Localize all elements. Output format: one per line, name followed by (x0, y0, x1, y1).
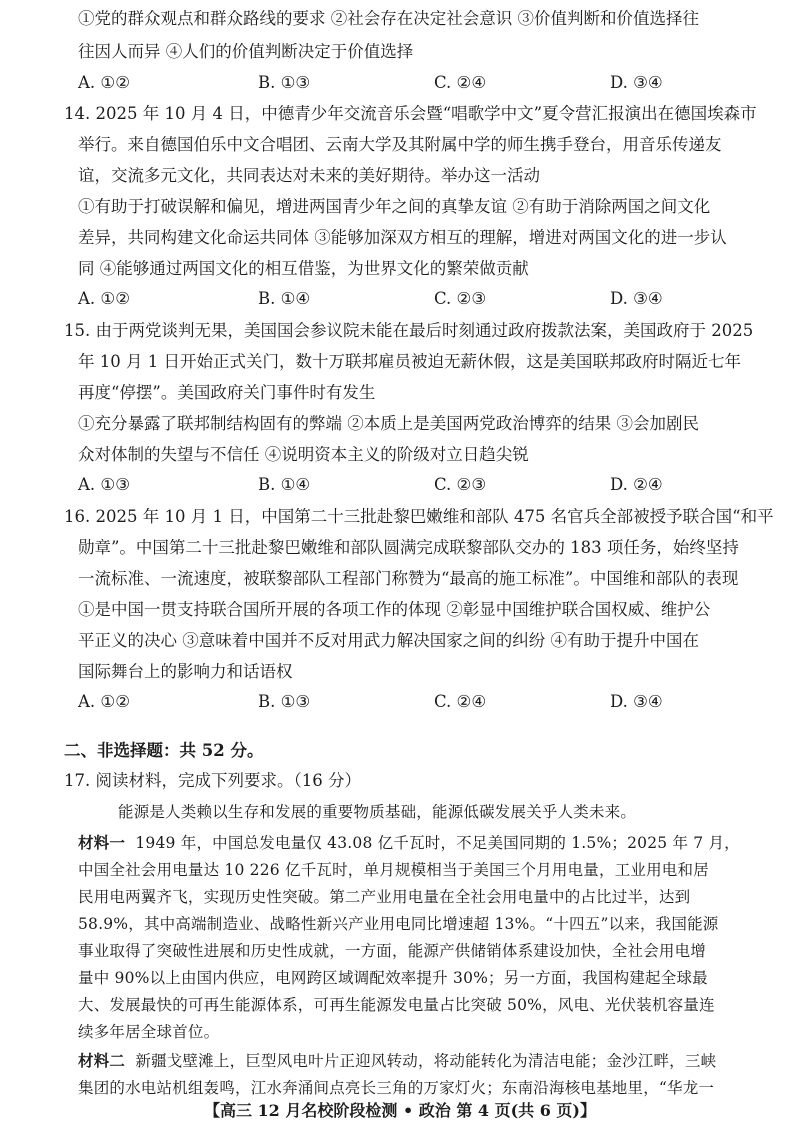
q14-line-5: 差异，共同构建文化命运共同体 ③能够加深双方相互的理解，增进对两国文化的进一步认 (78, 228, 727, 247)
q15-option-b: B. ①④ (258, 475, 311, 494)
material-1-line-1: 1949 年，中国总发电量仅 43.08 亿千瓦时，不足美国同期的 1.5%；2025 年 7 月， (135, 834, 740, 852)
q13-option-a: A. ①② (78, 73, 130, 92)
q13-option-b: B. ①③ (258, 73, 311, 92)
material-1-line-3: 民用电两翼齐飞，实现历史性突破。第二产业用电量在全社会用电量中的占比过半，达到 (78, 888, 691, 906)
q16-option-b: B. ①③ (258, 692, 311, 711)
q13-option-d: D. ③④ (610, 73, 663, 92)
material-1-line-5: 事业取得了突破性进展和历史性成就，一方面，能源产供储销体系建设加快，全社会用电增 (78, 942, 707, 960)
q13-line-2: 往因人而异 ④人们的价值判断决定于价值选择 (78, 42, 414, 61)
material-1-line-4: 58.9%，其中高端制造业、战略性新兴产业用电同比增速超 13%。“十四五”以来，我国能源 (78, 915, 719, 933)
q15-option-d: D. ②④ (610, 475, 663, 494)
q15-line-5: 众对体制的失望与不信任 ④说明资本主义的阶级对立日趋尖锐 (78, 445, 529, 464)
q14-option-d: D. ③④ (610, 289, 663, 308)
q15-line-2: 年 10 月 1 日开始正式关门，数十万联邦雇员被迫无薪休假，这是美国联邦政府时隔近七年 (78, 352, 741, 371)
section-2-heading: 二、非选择题：共 52 分。 (64, 741, 264, 760)
q16-line-4: ①是中国一贯支持联合国所开展的各项工作的体现 ②彰显中国维护联合国权威、维护公 (78, 600, 711, 619)
page-footer: 【高三 12 月名校阶段检测 • 政治 第 4 页(共 6 页)】 (203, 1101, 597, 1120)
material-1-line-7: 大、发展最快的可再生能源体系，可再生能源发电量占比突破 50%，风电、光伏装机容量连 (78, 996, 715, 1014)
q15-line-4: ①充分暴露了联邦制结构固有的弊端 ②本质上是美国两党政治博弈的结果 ③会加剧民 (78, 414, 699, 433)
q16-option-a: A. ①② (78, 692, 130, 711)
q16-option-d: D. ③④ (610, 692, 663, 711)
q14-option-b: B. ①④ (258, 289, 311, 308)
q17-stem: 17. 阅读材料，完成下列要求。（16 分） (64, 771, 361, 790)
material-1-label: 材料一 (78, 833, 126, 852)
material-2-line-2: 集团的水电站机组轰鸣，江水奔涌间点亮长三角的万家灯火；东南沿海核电基地里，“华龙一 (78, 1079, 715, 1097)
q14-line-3: 谊，交流多元文化，共同表达对未来的美好期待。举办这一活动 (78, 166, 540, 185)
material-2-line-1: 新疆戈壁滩上，巨型风电叶片正迎风转动，将动能转化为清洁电能；金沙江畔，三峡 (135, 1052, 717, 1070)
q14-line-6: 同 ④能够通过两国文化的相互借鉴，为世界文化的繁荣做贡献 (78, 259, 529, 278)
q14-option-a: A. ①② (78, 289, 130, 308)
material-1-line-8: 续多年居全球首位。 (78, 1023, 220, 1041)
material-1-line-6: 量中 90%以上由国内供应，电网跨区域调配效率提升 30%；另一方面，我国构建起全球最 (78, 969, 708, 987)
material-2-first-line (78, 1050, 716, 1072)
q14-line-2: 举行。来自德国伯乐中文合唱团、云南大学及其附属中学的师生携手登台，用音乐传递友 (78, 135, 722, 154)
q16-line-1: 16. 2025 年 10 月 1 日，中国第二十三批赴黎巴嫩维和部队 475 名官兵全部被授予联合国“和平 (64, 507, 774, 526)
q14-option-c: C. ②③ (434, 289, 487, 308)
q14-line-1: 14. 2025 年 10 月 4 日，中德青少年交流音乐会暨“唱歌学中文”夏令营汇报演出在德国埃森市 (64, 104, 757, 123)
q16-option-c: C. ②④ (434, 692, 487, 711)
q13-option-c: C. ②④ (434, 73, 487, 92)
q16-line-2: 勋章”。中国第二十三批赴黎巴嫩维和部队圆满完成联黎部队交办的 183 项任务，始终坚持 (78, 538, 739, 557)
q14-line-4: ①有助于打破误解和偏见，增进两国青少年之间的真挚友谊 ②有助于消除两国之间文化 (78, 197, 711, 216)
q15-line-3: 再度“停摆”。美国政府关门事件时有发生 (78, 383, 376, 402)
q16-line-3: 一流标准、一流速度，被联黎部队工程部门称赞为“最高的施工标准”。中国维和部队的表现 (78, 569, 739, 588)
q15-option-a: A. ①③ (78, 475, 130, 494)
material-2-label: 材料二 (78, 1051, 126, 1070)
q16-line-5: 平正义的决心 ③意味着中国并不反对用武力解决国家之间的纠纷 ④有助于提升中国在 (78, 631, 699, 650)
q13-line-1: ①党的群众观点和群众路线的要求 ②社会存在决定社会意识 ③价值判断和价值选择往 (78, 9, 699, 28)
q15-option-c: C. ②③ (434, 475, 487, 494)
material-1-first-line (78, 832, 740, 854)
q16-line-6: 国际舞台上的影响力和话语权 (78, 662, 293, 681)
q15-line-1: 15. 由于两党谈判无果，美国国会参议院未能在最后时刻通过政府拨款法案，美国政府于 2025 (64, 321, 754, 340)
q17-intro: 能源是人类赖以生存和发展的重要物质基础，能源低碳发展关乎人类未来。 (118, 803, 637, 821)
material-1-line-2: 中国全社会用电量达 10 226 亿千瓦时，单月规模相当于美国三个月用电量，工业用电和居 (78, 861, 709, 879)
